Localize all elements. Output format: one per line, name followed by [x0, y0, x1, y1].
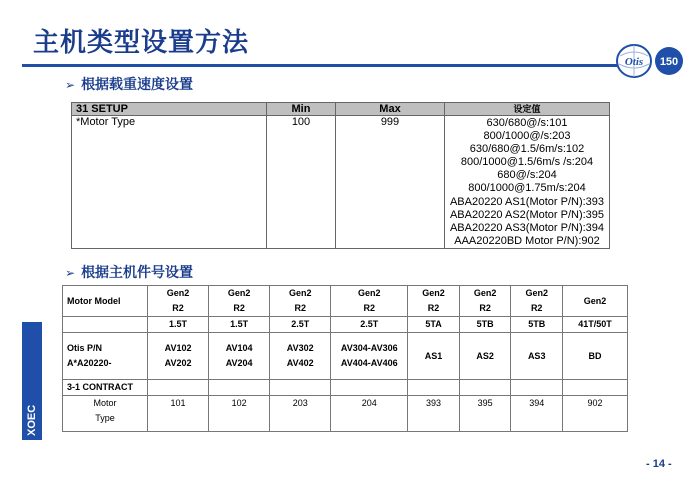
pn-cell: AS3 — [511, 333, 563, 380]
cell-max: 999 — [336, 116, 445, 249]
option-item: 800/1000@/s:203 — [483, 130, 571, 143]
pn-cell: AV304-AV306 AV404-AV406 — [331, 333, 408, 380]
option-item: 630/680@/s:101 — [486, 117, 568, 129]
gen-cell: Gen2 R2 — [331, 286, 408, 317]
type-cell: 101 — [148, 396, 209, 432]
type-cell: 394 — [511, 396, 563, 432]
th-min: Min — [267, 103, 336, 116]
option-item: 800/1000@1.75m/s:204 — [468, 182, 586, 195]
empty-cell — [270, 380, 331, 396]
label-motor-model: Motor Model — [63, 286, 148, 317]
arrow-right-icon: ➢ — [65, 266, 76, 280]
type-cell: 395 — [459, 396, 511, 432]
th-max: Max — [336, 103, 445, 116]
option-item: 630/680@1.5/6m/s:102 — [469, 143, 585, 156]
page-number: - 14 - — [646, 458, 672, 470]
empty-cell — [63, 317, 148, 333]
load-cell: 2.5T — [331, 317, 408, 333]
pn-cell: AV102 AV202 — [148, 333, 209, 380]
cell-name: *Motor Type — [72, 116, 267, 249]
option-item: ABA20220 AS1(Motor P/N):393 — [449, 195, 605, 208]
load-cell: 5TB — [459, 317, 511, 333]
section1-heading-text: 根据载重速度设置 — [81, 76, 194, 92]
otis-150-logo — [614, 42, 686, 80]
type-cell: 204 — [331, 396, 408, 432]
option-item: 800/1000@1.5/6m/s /s:204 — [460, 156, 594, 169]
gen-cell: Gen2 R2 — [209, 286, 270, 317]
page-title: 主机类型设置方法 — [33, 27, 250, 57]
load-cell: 5TB — [511, 317, 563, 333]
arrow-right-icon: ➢ — [65, 78, 76, 92]
logo-badge: 150 — [659, 56, 679, 68]
title-rule — [22, 64, 628, 67]
pn-cell: AS1 — [408, 333, 460, 380]
empty-cell — [148, 380, 209, 396]
type-cell: 393 — [408, 396, 460, 432]
gen-cell: Gen2 R2 — [511, 286, 563, 317]
type-cell: 902 — [563, 396, 628, 432]
setup-table — [71, 102, 610, 249]
label-contract: 3-1 CONTRACT — [63, 380, 148, 396]
label-motor-type: Motor Type — [63, 396, 148, 432]
load-cell: 5TA — [408, 317, 460, 333]
pn-cell: BD — [563, 333, 628, 380]
load-cell: 1.5T — [209, 317, 270, 333]
gen-cell: Gen2 — [563, 286, 628, 317]
empty-cell — [563, 380, 628, 396]
option-item: 680@/s:204 — [497, 169, 557, 182]
gen-cell: Gen2 R2 — [148, 286, 209, 317]
section-heading-part-number — [65, 262, 193, 282]
motor-model-table — [62, 285, 628, 432]
empty-cell — [459, 380, 511, 396]
load-cell: 2.5T — [270, 317, 331, 333]
type-cell: 102 — [209, 396, 270, 432]
gen-cell: Gen2 R2 — [459, 286, 511, 317]
gen-cell: Gen2 R2 — [270, 286, 331, 317]
section-heading-load-speed — [65, 74, 193, 94]
side-label: XOEC — [26, 404, 38, 436]
label-otis-pn: Otis P/N A*A20220- — [63, 333, 148, 380]
load-cell: 1.5T — [148, 317, 209, 333]
pn-cell: AS2 — [459, 333, 511, 380]
option-item: AAA20220BD Motor P/N):902 — [454, 234, 600, 247]
empty-cell — [331, 380, 408, 396]
cell-options — [445, 116, 610, 249]
section2-heading-text: 根据主机件号设置 — [81, 264, 194, 280]
pn-cell: AV302 AV402 — [270, 333, 331, 380]
empty-cell — [209, 380, 270, 396]
option-item: ABA20220 AS3(Motor P/N):394 — [449, 221, 605, 234]
empty-cell — [408, 380, 460, 396]
empty-cell — [511, 380, 563, 396]
logo-text: Otis — [624, 56, 644, 68]
th-setting: 设定值 — [445, 103, 610, 116]
option-item: ABA20220 AS2(Motor P/N):395 — [449, 208, 605, 221]
load-cell: 41T/50T — [563, 317, 628, 333]
th-setup: 31 SETUP — [72, 103, 267, 116]
pn-cell: AV104 AV204 — [209, 333, 270, 380]
gen-cell: Gen2 R2 — [408, 286, 460, 317]
cell-min: 100 — [267, 116, 336, 249]
type-cell: 203 — [270, 396, 331, 432]
